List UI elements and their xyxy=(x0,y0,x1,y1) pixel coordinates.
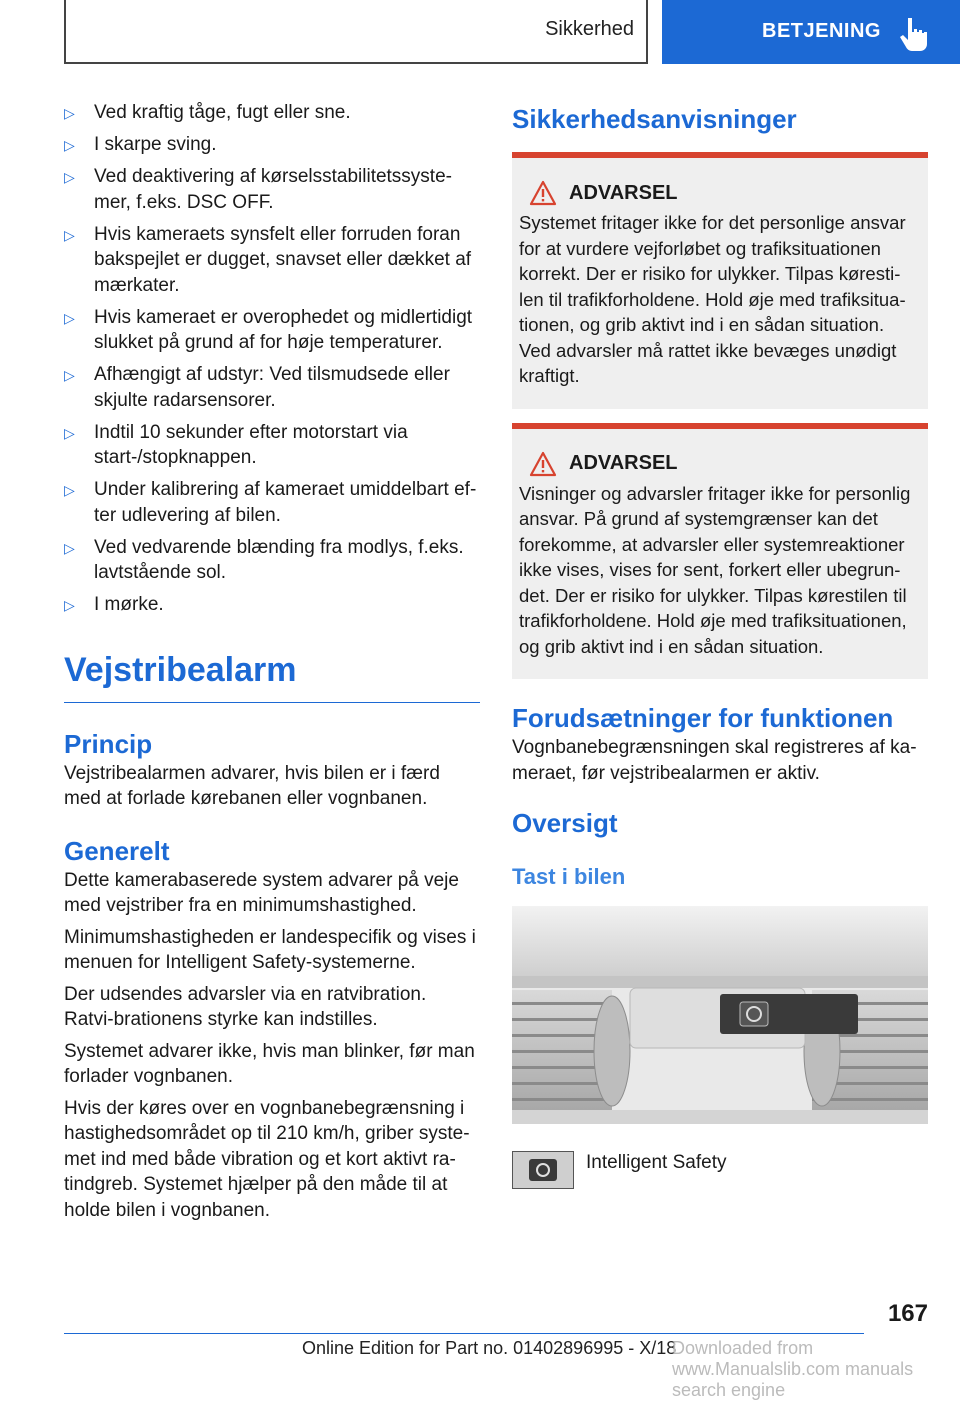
triangle-bullet-icon: ▷ xyxy=(64,226,75,243)
triangle-bullet-icon: ▷ xyxy=(64,309,75,326)
general-paragraph: Systemet advarer ikke, hvis man blinker, før man forlader vognbanen. xyxy=(64,1040,475,1087)
warning-text: Visninger og advarsler fritager ikke for personlig ansvar. På grund af systemgrænser kan det forekomme, at advarsler eller systemreaktioner ikke vises, vises for sent, forkert eller ubegrun-det. Der er risiko for ulykker. Tilpas kørestilen til trafikforholdene. Hold øje med trafiksituationen, og grib aktivt ind i en sådan situation. xyxy=(519,482,911,657)
safety-heading: Sikkerhedsanvisninger xyxy=(512,104,797,134)
triangle-bullet-icon: ▷ xyxy=(64,367,75,383)
caption-text: Intelligent Safety xyxy=(586,1152,727,1173)
header-section-box xyxy=(64,0,648,64)
list-item: ▷ Indtil 10 sekunder efter motorstart via start-/stopknappen. xyxy=(64,421,408,468)
warning-text: Systemet fritager ikke for det personlige ansvar for at vurdere vejforløbet og trafiksituationen korrekt. Der er risiko for ulykker. Tilpas køresti-len til trafikforholdene. Hold øje med trafiksitua-tionen, og grib aktivt ind i en sådan situation. Ved advarsler må rattet ikke bevæges unødigt kraftigt. xyxy=(519,212,906,386)
intelligent-safety-button-icon xyxy=(512,1151,574,1189)
left-column xyxy=(64,100,480,1229)
page-number: 167 xyxy=(887,1300,928,1327)
warning-box xyxy=(512,423,928,680)
button-heading: Tast i bilen xyxy=(512,864,626,889)
warning-title-row xyxy=(519,449,921,479)
overview-heading: Oversigt xyxy=(512,808,618,838)
header-chapter-title: BETJENING xyxy=(762,20,881,42)
header-chapter-box xyxy=(662,0,960,64)
list-item: ▷ Ved kraftig tåge, fugt eller sne. xyxy=(64,100,480,126)
watermark-text: Downloaded from www.Manualslib.com manuals search engine xyxy=(672,1338,914,1400)
triangle-bullet-icon: ▷ xyxy=(64,424,75,441)
principle-heading: Princip xyxy=(64,728,153,759)
triangle-bullet-icon: ▷ xyxy=(64,169,75,185)
list-item: ▷ I mørke. xyxy=(64,592,480,618)
dashboard-button-photo xyxy=(512,906,928,1124)
triangle-bullet-icon: ▷ xyxy=(64,105,75,121)
warning-box xyxy=(512,152,928,409)
edition-text: Online Edition for Part no. 01402896995 - X/18 xyxy=(302,1338,677,1358)
general-paragraph: Der udsendes advarsler via en ratvibration. Ratvi-brationens styrke kan indstilles. xyxy=(64,983,427,1030)
triangle-bullet-icon: ▷ xyxy=(64,539,75,556)
warning-title-row xyxy=(519,178,921,208)
warning-triangle-icon xyxy=(529,180,557,206)
principle-text: Vejstribealarmen advarer, hvis bilen er i færd med at forlade kørebanen eller vognbanen. xyxy=(64,762,440,809)
condition-list xyxy=(64,100,480,618)
list-item: ▷ Hvis kameraets synsfelt eller forruden foran bakspejlet er dugget, snavset eller dækket af mærkater. xyxy=(64,223,472,296)
general-paragraph: Hvis der køres over en vognbanebegrænsning i hastighedsområdet op til 210 km/h, griber syste-met ind med både vibration og et kort aktivt ra-tindgreb. Systemet hjælper på den måde til at holde bilen i vognbanen. xyxy=(64,1097,470,1221)
right-column xyxy=(512,100,928,1189)
list-item: ▷ Hvis kameraet er overophedet og midlertidigt slukket på grund af for høje temperaturer. xyxy=(64,306,473,353)
list-item: ▷ Under kalibrering af kameraet umiddelbart ef-ter udlevering af bilen. xyxy=(64,479,477,526)
caption-row xyxy=(512,1151,928,1189)
list-item: ▷ Ved deaktivering af kørselsstabilitetssyste-mer, f.eks. DSC OFF. xyxy=(64,166,452,213)
pointing-hand-icon xyxy=(894,14,934,54)
triangle-bullet-icon: ▷ xyxy=(64,597,75,613)
footer-divider xyxy=(64,1333,864,1334)
general-heading: Generelt xyxy=(64,835,170,866)
triangle-bullet-icon: ▷ xyxy=(64,137,75,153)
general-paragraph: Minimumshastigheden er landespecifik og vises i menuen for Intelligent Safety-systemerne. xyxy=(64,926,476,973)
header-section-title: Sikkerhed xyxy=(545,18,634,40)
triangle-bullet-icon: ▷ xyxy=(64,482,75,498)
warning-title: ADVARSEL xyxy=(569,452,678,474)
chapter-heading: Vejstribealarm xyxy=(64,650,480,703)
prerequisites-text: Vognbanebegrænsningen skal registreres af ka-meraet, før vejstribealarmen er aktiv. xyxy=(512,737,917,784)
warning-triangle-icon xyxy=(529,451,557,477)
list-item: ▷ Ved vedvarende blænding fra modlys, f.eks. lavtstående sol. xyxy=(64,536,464,583)
warning-title: ADVARSEL xyxy=(569,181,678,204)
prerequisites-heading: Forudsætninger for funktionen xyxy=(512,703,894,733)
list-item: ▷ I skarpe sving. xyxy=(64,132,480,158)
list-item: ▷ Afhængigt af udstyr: Ved tilsmudsede eller skjulte radarsensorer. xyxy=(64,364,450,411)
general-paragraph: Dette kamerabaserede system advarer på veje med vejstriber fra en minimumshastighed. xyxy=(64,869,459,916)
